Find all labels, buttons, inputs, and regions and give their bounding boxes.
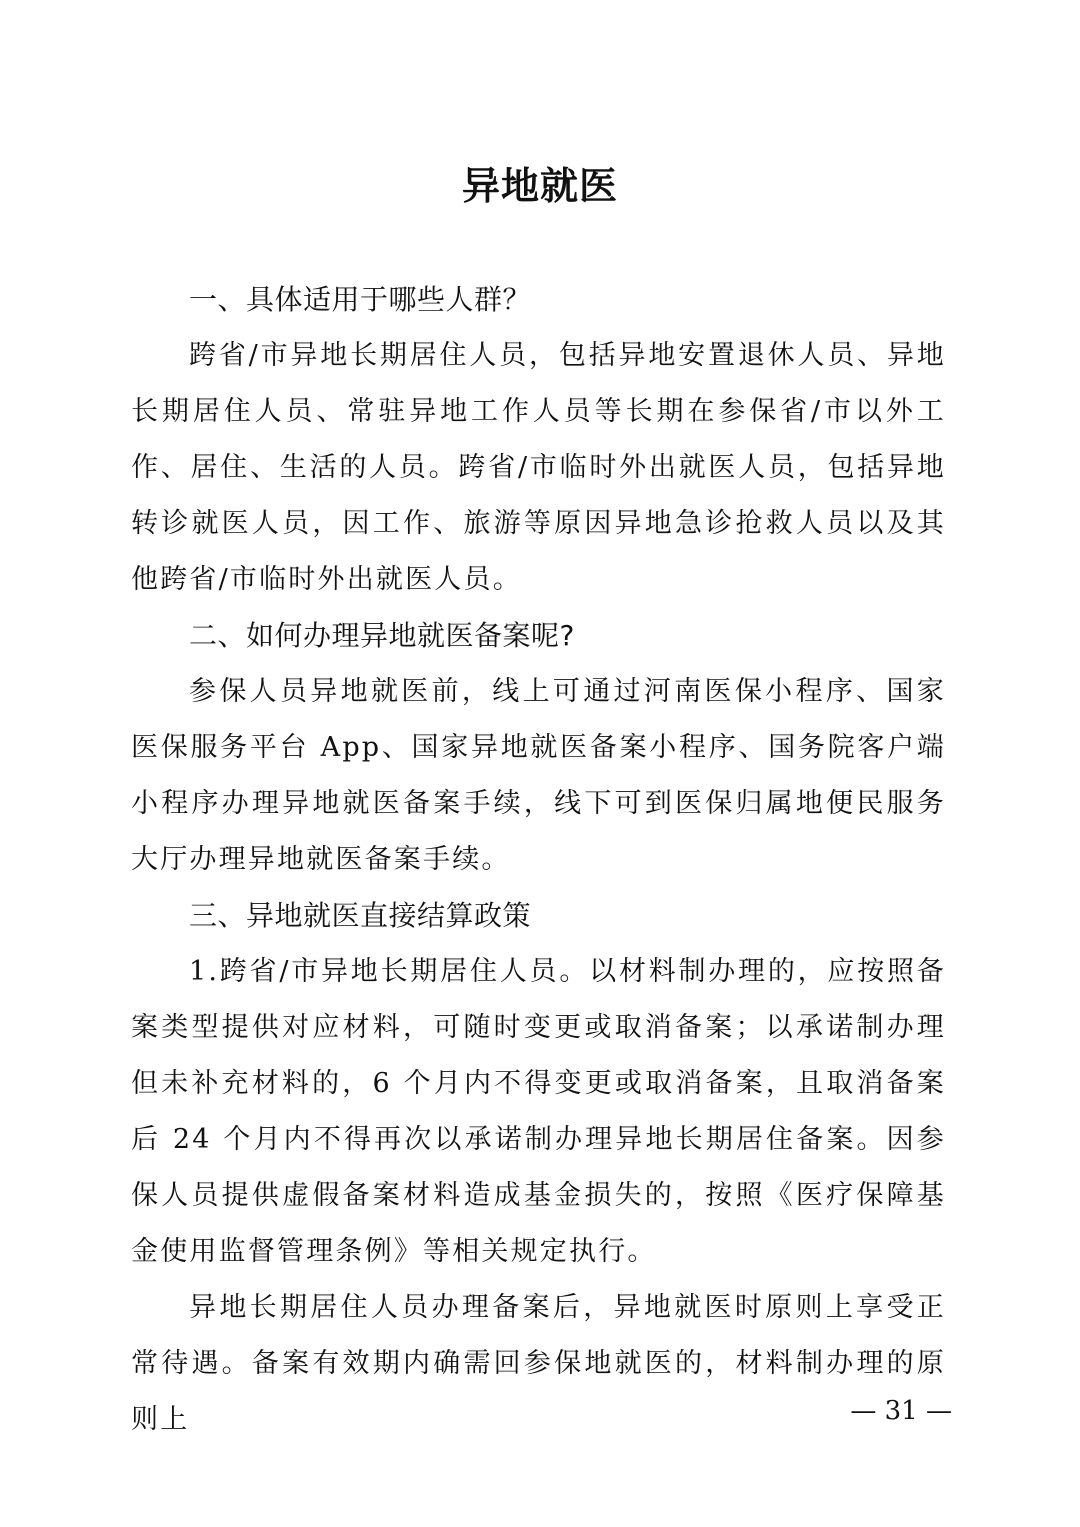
section-heading-2: 二、如何办理异地就医备案呢? (189, 619, 575, 652)
section-heading-3: 三、异地就医直接结算政策 (189, 899, 532, 932)
section-heading-1: 一、具体适用于哪些人群？ (189, 283, 532, 316)
page-title: 异地就医 (461, 164, 618, 208)
section-3-paragraph-1: 1.跨省/市异地长期居住人员。以材料制办理的，应按照备案类型提供对应材料，可随时变更或取消备案；以承诺制办理但未补充材料的，6 个月内不得变更或取消备案，且取消备案后 24 个月内不得再次以承诺制办理异地长期居住备案。因参保人员提供虚假备案材料造成基金损失的，按照《医疗保障基金使用监督管理条例》等相关规定执行。 (131, 956, 946, 1267)
section-2-paragraph-1: 参保人员异地就医前，线上可通过河南医保小程序、国家医保服务平台 App、国家异地就医备案小程序、国务院客户端小程序办理异地就医备案手续，线下可到医保归属地便民服务大厅办理异地就医备案手续。 (131, 676, 946, 875)
page-number: — 31 — (850, 1396, 952, 1426)
section-1-paragraph-1: 跨省/市异地长期居住人员，包括异地安置退休人员、异地长期居住人员、常驻异地工作人员等长期在参保省/市以外工作、居住、生活的人员。跨省/市临时外出就医人员，包括异地转诊就医人员，因工作、旅游等原因异地急诊抢救人员以及其他跨省/市临时外出就医人员。 (131, 340, 946, 595)
section-3-paragraph-2: 异地长期居住人员办理备案后，异地就医时原则上享受正常待遇。备案有效期内确需回参保地就医的，材料制办理的原则上 (131, 1292, 946, 1435)
